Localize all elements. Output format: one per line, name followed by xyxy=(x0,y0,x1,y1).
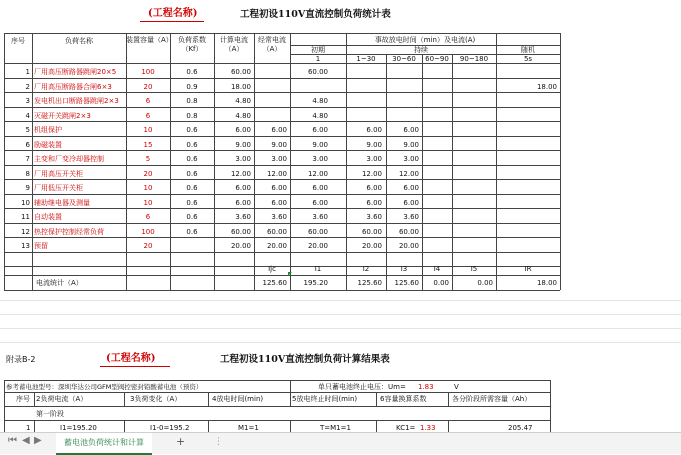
t2-row-border xyxy=(4,392,550,393)
row-12-reg: 60.00 xyxy=(266,227,287,236)
add-sheet-button[interactable]: + xyxy=(176,435,186,448)
row-10-i1: 6.00 xyxy=(312,198,328,207)
row-11-no: 11 xyxy=(21,213,30,221)
t2-header-conversion: 6容量换算系数 xyxy=(380,395,427,403)
t1-row-border xyxy=(4,179,560,180)
row-1-calc: 60.00 xyxy=(230,68,251,76)
t2-col-border xyxy=(34,392,35,406)
row-12-i1: 60.00 xyxy=(307,227,328,236)
t1-col-border xyxy=(422,54,423,290)
row-12-no: 12 xyxy=(21,227,30,236)
t1-symbol-border xyxy=(4,275,560,276)
row-6-name: 励磁装置 xyxy=(34,140,62,149)
row-6-no: 6 xyxy=(25,140,30,149)
row-11-calc: 3.60 xyxy=(235,213,251,221)
row-8-kf: 0.6 xyxy=(186,169,198,178)
row-4-kf: 0.8 xyxy=(186,111,198,120)
row-8-reg: 12.00 xyxy=(266,169,287,178)
row-5-i2: 6.00 xyxy=(366,126,382,134)
row-6-reg: 9.00 xyxy=(271,140,287,149)
appendix-label: 附录B-2 xyxy=(6,355,36,364)
header-regular xyxy=(254,36,290,54)
row-9-reg: 6.00 xyxy=(271,184,287,192)
t2-header-load-current: 2负荷电流（A） xyxy=(36,395,88,403)
row-3-i1: 4.80 xyxy=(312,97,328,105)
header-accident: 事故放电时间（min）及电流(A) xyxy=(374,36,476,44)
prev-sheet-icon[interactable]: ◀ xyxy=(22,435,30,446)
row-7-kf: 0.6 xyxy=(186,155,198,163)
row-6-i1: 9.00 xyxy=(312,140,328,149)
row-4-name: 灭磁开关跳闸2×3 xyxy=(34,111,91,120)
row-11-i2: 3.60 xyxy=(366,213,382,221)
row-2-name: 厂用高压断路器合闸6×3 xyxy=(34,82,112,91)
row-7-calc: 3.00 xyxy=(235,155,251,163)
row-9-no: 9 xyxy=(25,184,30,192)
t2-col-border xyxy=(208,392,209,406)
t2-top-border xyxy=(4,380,550,381)
total-i1: 195.20 xyxy=(303,279,328,287)
row-2-ir: 18.00 xyxy=(536,82,557,91)
battery-model-label: 参考蓄电池型号：深圳华达公司GFM型阀控密封铅酸蓄电池（预资） xyxy=(6,383,203,391)
t2-col-border xyxy=(376,420,377,432)
row-12-i3: 60.00 xyxy=(398,227,419,236)
row-10-i2: 6.00 xyxy=(366,198,382,207)
project-name-1: (工程名称) xyxy=(148,8,198,19)
total-i4: 0.00 xyxy=(433,279,449,287)
table2-title: 工程初设110V直流控制负荷计算结果表 xyxy=(220,354,390,365)
row-8-i3: 12.00 xyxy=(398,169,419,178)
end-voltage-label: 单只蓄电池终止电压：Um= xyxy=(318,383,406,391)
t1-row-border xyxy=(4,194,560,195)
t2-header-end-time: 5放电终止时间(min) xyxy=(292,395,358,403)
project-name-underline-1 xyxy=(140,21,204,22)
t2-row-no: 1 xyxy=(26,424,31,432)
t1-row-border xyxy=(4,165,560,166)
t2-row-kc-label: KC1= xyxy=(396,424,416,432)
t2-row-border xyxy=(4,420,550,421)
symbol-ijc: Ijc xyxy=(268,265,276,273)
t2-col-border xyxy=(124,392,125,406)
row-4-i1: 4.80 xyxy=(312,111,328,120)
t2-row-kc-value: 1.33 xyxy=(420,424,436,432)
row-9-i1: 6.00 xyxy=(312,184,328,192)
header-t5: 90~180 xyxy=(459,55,489,63)
row-3-no: 3 xyxy=(25,97,30,105)
t1-row-border xyxy=(4,208,560,209)
total-regular: 125.60 xyxy=(262,279,287,287)
row-13-no: 13 xyxy=(21,242,30,250)
t2-row-i1: I1=195.20 xyxy=(60,424,97,432)
header-regular-text: 经常电流（A） xyxy=(258,36,286,53)
row-7-i2: 3.00 xyxy=(366,155,382,163)
next-sheet-icon[interactable]: ▶ xyxy=(34,435,42,446)
sheet-tab-active[interactable]: 蓄电池负荷统计和计算 xyxy=(56,433,152,455)
t2-col-border xyxy=(448,420,449,432)
t2-col-border xyxy=(124,420,125,432)
row-6-calc: 9.00 xyxy=(235,140,251,149)
row-1-kf: 0.6 xyxy=(186,68,198,76)
row-9-kf: 0.6 xyxy=(186,184,198,192)
row-11-reg: 3.60 xyxy=(271,213,287,221)
t2-row-m1: M1=1 xyxy=(238,424,259,432)
header-t6: 5s xyxy=(523,55,533,63)
t2-col-border xyxy=(290,392,291,406)
row-7-cap: 5 xyxy=(145,155,151,163)
total-i5: 0.00 xyxy=(477,279,493,287)
t1-row-border xyxy=(4,92,560,93)
row-7-no: 7 xyxy=(25,155,30,163)
row-5-cap: 10 xyxy=(143,126,153,134)
t2-col-border xyxy=(208,420,209,432)
t2-col-border xyxy=(376,392,377,406)
row-7-i3: 3.00 xyxy=(403,155,419,163)
total-label: 电流统计（A） xyxy=(36,279,83,287)
row-1-name: 厂用高压断路器跳闸20×5 xyxy=(34,68,117,76)
t2-header-stage-capacity: 各分阶段所需容量（Ah） xyxy=(452,395,532,403)
project-name-underline-2 xyxy=(100,366,170,367)
row-5-name: 机组保护 xyxy=(34,126,62,134)
row-11-cap: 6 xyxy=(145,213,151,221)
total-ir: 18.00 xyxy=(536,279,557,287)
total-i2: 125.60 xyxy=(357,279,382,287)
row-12-calc: 60.00 xyxy=(230,227,251,236)
row-13-name: 预留 xyxy=(34,242,48,250)
symbol-i2: I2 xyxy=(362,265,370,273)
row-5-calc: 6.00 xyxy=(235,126,251,134)
row-13-calc: 20.00 xyxy=(230,242,251,250)
row-10-kf: 0.6 xyxy=(186,198,198,207)
t2-col-border xyxy=(34,420,35,432)
row-12-kf: 0.6 xyxy=(186,227,198,236)
row-7-name: 主变和厂变冷却器控制 xyxy=(34,155,104,163)
row-10-reg: 6.00 xyxy=(271,198,287,207)
row-6-i3: 9.00 xyxy=(403,140,419,149)
header-calc xyxy=(214,36,254,54)
t2-col-border xyxy=(290,380,291,392)
row-5-kf: 0.6 xyxy=(186,126,198,134)
row-8-i2: 12.00 xyxy=(361,169,382,178)
symbol-i5: I5 xyxy=(470,265,478,273)
row-2-no: 2 xyxy=(25,82,30,91)
t1-col-border xyxy=(560,33,561,290)
table1-title: 工程初设110V直流控制负荷统计表 xyxy=(240,9,391,20)
symbol-i4: I4 xyxy=(433,265,441,273)
t1-top-border xyxy=(4,33,560,34)
row-8-cap: 20 xyxy=(143,169,153,178)
row-3-name: 发电机出口断路器跳闸2×3 xyxy=(34,97,119,105)
row-3-kf: 0.8 xyxy=(186,97,198,105)
header-capacity-text: 装置容量（A） xyxy=(126,36,173,44)
row-8-no: 8 xyxy=(25,169,30,178)
t2-col-border xyxy=(290,420,291,432)
t1-row-border xyxy=(4,237,560,238)
row-4-no: 4 xyxy=(25,111,30,120)
row-13-i2: 20.00 xyxy=(361,242,382,250)
row-3-cap: 6 xyxy=(145,97,151,105)
row-6-cap: 15 xyxy=(143,140,153,149)
row-8-name: 厂用高压开关柜 xyxy=(34,169,83,178)
t2-row-border xyxy=(4,406,550,407)
gridline xyxy=(0,300,681,301)
t1-row-border xyxy=(4,136,560,137)
row-11-i3: 3.60 xyxy=(403,213,419,221)
symbol-i3: I3 xyxy=(400,265,408,273)
row-10-no: 10 xyxy=(21,198,30,207)
gridline xyxy=(0,342,681,343)
row-13-i3: 20.00 xyxy=(398,242,419,250)
total-i3: 125.60 xyxy=(394,279,419,287)
t1-bottom-border xyxy=(4,290,560,291)
t1-col-border xyxy=(346,45,347,290)
t1-row-border xyxy=(4,223,560,224)
t2-header-discharge-time: 4放电时间(min) xyxy=(212,395,264,403)
row-10-cap: 10 xyxy=(143,198,153,207)
end-voltage-value: 1.83 xyxy=(418,383,434,391)
row-4-cap: 6 xyxy=(145,111,151,120)
header-capacity xyxy=(126,36,173,45)
row-11-name: 自动装置 xyxy=(34,213,62,221)
t2-row-il0: I1-0=195.2 xyxy=(150,424,190,432)
header-t3: 30~60 xyxy=(392,55,416,63)
row-2-cap: 20 xyxy=(143,82,153,91)
row-1-cap: 100 xyxy=(141,68,155,76)
t2-col-border xyxy=(550,380,551,432)
row-2-calc: 18.00 xyxy=(230,82,251,91)
gridline xyxy=(0,328,681,329)
row-5-reg: 6.00 xyxy=(271,126,287,134)
header-coef xyxy=(170,36,214,54)
row-12-cap: 100 xyxy=(141,227,155,236)
header-continuous: 持续 xyxy=(414,46,428,54)
header-seq: 序号 xyxy=(11,37,25,45)
header-calc-text: 计算电流（A） xyxy=(220,36,248,53)
row-6-kf: 0.6 xyxy=(186,140,198,149)
row-1-i1: 60.00 xyxy=(307,68,328,76)
row-10-name: 辅助继电器及测量 xyxy=(34,198,90,207)
row-12-i2: 60.00 xyxy=(361,227,382,236)
t2-col-border xyxy=(448,392,449,406)
end-voltage-unit: V xyxy=(454,383,459,391)
t1-col-border xyxy=(496,45,497,290)
t1-row-border xyxy=(4,150,560,151)
t1-col-border xyxy=(32,33,33,290)
t1-row-border xyxy=(4,121,560,122)
sheet-tab-bar xyxy=(0,432,681,454)
row-9-calc: 6.00 xyxy=(235,184,251,192)
t2-row-capacity: 205.47 xyxy=(508,424,533,432)
row-2-kf: 0.9 xyxy=(186,82,198,91)
row-7-reg: 3.00 xyxy=(271,155,287,163)
symbol-ir: IR xyxy=(524,265,532,273)
row-1-no: 1 xyxy=(25,68,30,76)
project-name-2: (工程名称) xyxy=(106,353,156,364)
header-t2: 1~30 xyxy=(356,55,376,63)
t1-row-border xyxy=(4,107,560,108)
t2-row-t: T=M1=1 xyxy=(320,424,351,432)
row-13-reg: 20.00 xyxy=(266,242,287,250)
header-random: 随机 xyxy=(521,46,535,54)
t1-row-border xyxy=(4,252,560,253)
header-name: 负荷名称 xyxy=(65,37,93,45)
cell-note-marker xyxy=(288,272,292,276)
row-9-cap: 10 xyxy=(143,184,153,192)
gridline xyxy=(0,314,681,315)
row-9-i3: 6.00 xyxy=(403,184,419,192)
symbol-i1: I1 xyxy=(314,265,322,273)
row-10-i3: 6.00 xyxy=(403,198,419,207)
t1-row-border xyxy=(4,78,560,79)
row-11-kf: 0.6 xyxy=(186,213,198,221)
t2-stage-label: 第一阶段 xyxy=(36,410,64,418)
header-initial: 初期 xyxy=(311,46,325,54)
tab-splitter-handle[interactable]: ⋮ xyxy=(214,437,224,447)
row-8-calc: 12.00 xyxy=(230,169,251,178)
t2-header-seq: 序号 xyxy=(16,395,30,403)
first-sheet-icon[interactable]: ⏮ xyxy=(8,435,17,446)
row-4-calc: 4.80 xyxy=(235,111,251,120)
row-13-cap: 20 xyxy=(143,242,153,250)
t2-header-load-change: 3负荷变化（A） xyxy=(130,395,182,403)
row-9-name: 厂用低压开关柜 xyxy=(34,184,83,192)
t1-header-bottom xyxy=(4,63,560,64)
header-t4: 60~90 xyxy=(425,55,449,63)
row-13-i1: 20.00 xyxy=(307,242,328,250)
row-9-i2: 6.00 xyxy=(366,184,382,192)
row-12-name: 热控保护控制经常负荷 xyxy=(34,227,104,236)
row-7-i1: 3.00 xyxy=(312,155,328,163)
row-8-i1: 12.00 xyxy=(307,169,328,178)
row-5-no: 5 xyxy=(25,126,30,134)
row-5-i3: 6.00 xyxy=(403,126,419,134)
header-coef-text: 负荷系数（Kf） xyxy=(178,36,206,53)
row-10-calc: 6.00 xyxy=(235,198,251,207)
header-t1: 1 xyxy=(315,55,321,63)
row-5-i1: 6.00 xyxy=(312,126,328,134)
row-11-i1: 3.60 xyxy=(312,213,328,221)
row-3-calc: 4.80 xyxy=(235,97,251,105)
row-6-i2: 9.00 xyxy=(366,140,382,149)
t2-col-border xyxy=(4,380,5,432)
t1-col-border xyxy=(452,54,453,290)
